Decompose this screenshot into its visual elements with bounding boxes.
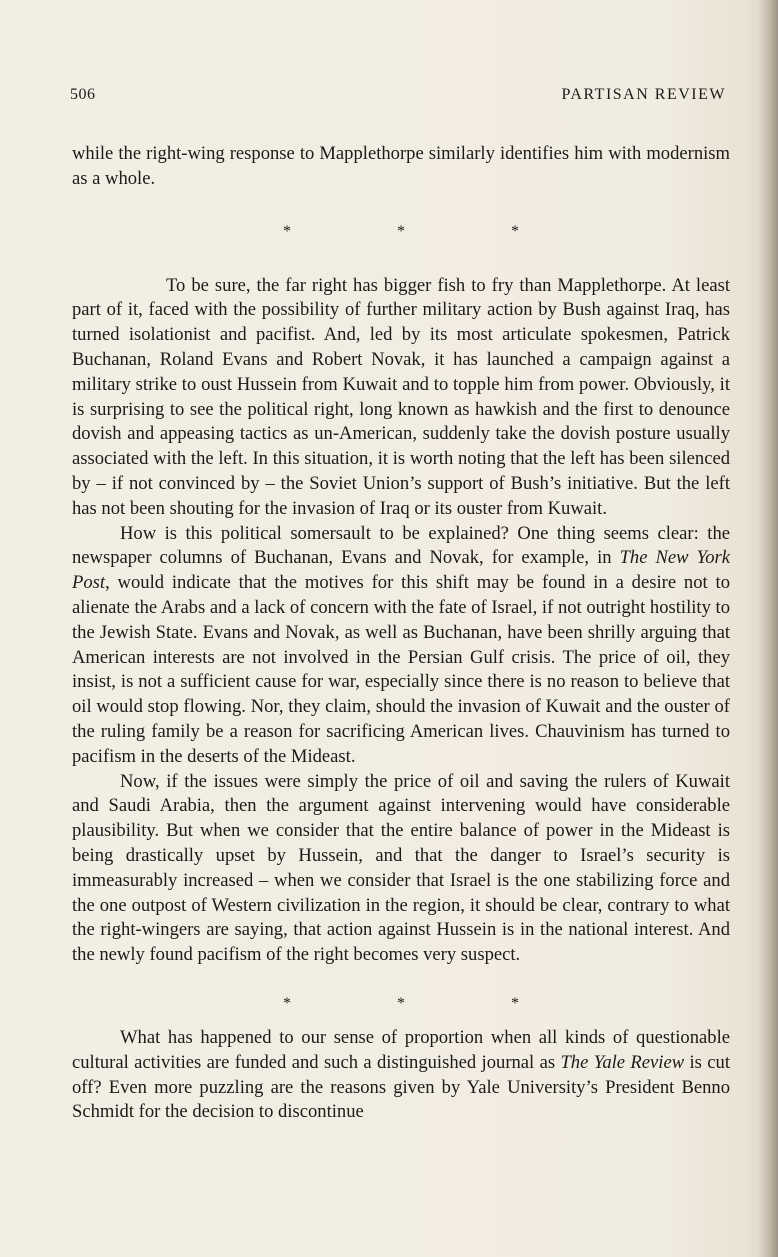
- paragraph-text: How is this political somersault to be explained? One thing seems clear: the newspaper columns of Buchanan, Evans and Novak, for example, in: [72, 522, 730, 569]
- section-break: [72, 220, 730, 244]
- page-number: 506: [70, 86, 96, 103]
- section-star: *: [397, 222, 405, 240]
- section-star: *: [283, 994, 291, 1012]
- paragraph-text: What has happened to our sense of proportion when all kinds of questionable cultural activities are funded and such a distinguished journal as: [72, 1026, 730, 1073]
- paragraph-continued: while the right-wing response to Mapplethorpe similarly identifies him with modernism as a whole.: [72, 143, 730, 189]
- page-gutter-shadow: [758, 0, 778, 1257]
- section-star: *: [397, 994, 405, 1012]
- section-star: *: [511, 994, 519, 1012]
- section-star: *: [511, 222, 519, 240]
- paragraph: [72, 1026, 730, 1125]
- running-title: PARTISAN REVIEW: [561, 86, 726, 103]
- paragraph: Now, if the issues were simply the price of oil and saving the rulers of Kuwait and Saudi Arabia, then the argument against intervening would have considerable plausibility. But when we consider that the entire balance of power in the Mideast is being drastically upset by Hussein, and that the danger to Israel’s security is immeasurably increased – when we consider that Israel is the one stabilizing force and the one outpost of Western civilization in the region, it should be clear, contrary to what the right-wingers are saying, that action against Hussein is in the national interest. And the newly found pacifism of the right becomes very suspect.: [72, 770, 730, 966]
- section-break: [72, 992, 730, 1016]
- paragraph-text: is cut off? Even more puzzling are the reasons given by Yale University’s President Benno Schmidt for the decision to discontinue: [72, 1051, 730, 1123]
- paragraph: [72, 522, 730, 770]
- paragraph: To be sure, the far right has bigger fish to fry than Mapplethorpe. At least part of it, faced with the possibility of further military action by Bush against Iraq, has turned isolationist and pacifist. And, led by its most articulate spokesmen, Patrick Buchanan, Roland Evans and Robert Novak, it has launched a campaign against a military strike to oust Hussein from Kuwait and to topple him from power. Obviously, it is surprising to see the political right, long known as hawkish and the first to denounce dovish and appeasing tactics as un-American, suddenly take the dovish posture usually associated with the left. In this situation, it is worth noting that the left has been silenced by – if not convinced by – the Soviet Union’s support of Bush’s initiative. But the left has not been shouting for the invasion of Iraq or its ouster from Kuwait.: [72, 274, 730, 519]
- section-star: *: [283, 222, 291, 240]
- paragraph-text: , would indicate that the motives for this shift may be found in a desire not to alienate the Arabs and a lack of concern with the fate of Israel, if not outright hostility to the Jewish State. Evans and Novak, as well as Buchanan, have been shrilly arguing that American interests are not involved in the Persian Gulf crisis. The price of oil, they insist, is not a sufficient cause for war, especially since there is no reason to believe that oil would stop flowing. Nor, they claim, should the invasion of Kuwait and the ouster of the ruling family be a reason for sacrificing American lives. Chauvinism has turned to pacifism in the deserts of the Mideast.: [72, 572, 730, 767]
- publication-title: The New York Post: [72, 547, 731, 594]
- article-body: [72, 142, 730, 1125]
- running-header: [70, 86, 726, 110]
- publication-title: The Yale Review: [560, 1051, 685, 1073]
